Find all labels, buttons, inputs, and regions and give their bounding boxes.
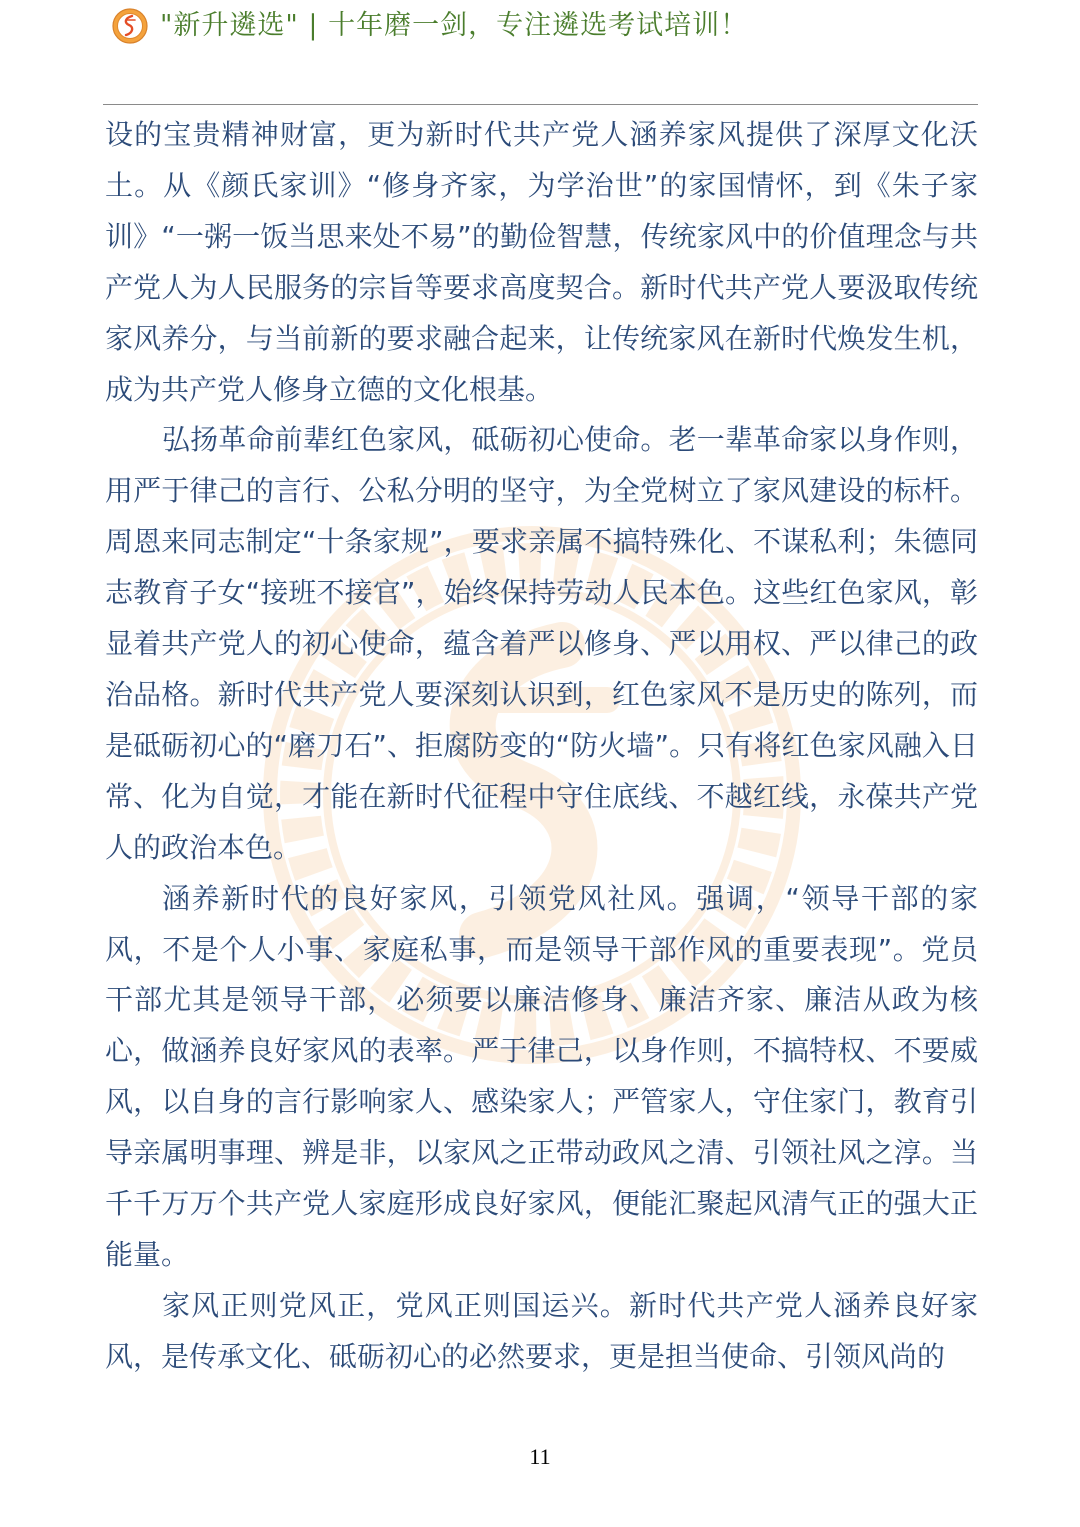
institution-seal-logo-icon — [112, 8, 148, 44]
header-slogan: "新升遴选" | 十年磨一剑，专注遴选考试培训！ — [160, 10, 749, 41]
page-header — [103, 52, 978, 105]
page-number: 11 — [529, 1444, 551, 1469]
paragraph: 设的宝贵精神财富，更为新时代共产党人涵养家风提供了深厚文化沃土。从《颜氏家训》“修身齐家，为学治世”的家国情怀，到《朱子家训》“一粥一饭当思来处不易”的勤俭智慧，传统家风中的价值理念与共产党人为人民服务的宗旨等要求高度契合。新时代共产党人要汲取传统家风养分，与当前新的要求融合起来，让传统家风在新时代焕发生机，成为共产党人修身立德的文化根基。 — [105, 118, 978, 406]
paragraph: 涵养新时代的良好家风，引领党风社风。强调，“领导干部的家风，不是个人小事、家庭私事，而是领导干部作风的重要表现”。党员干部尤其是领导干部，必须要以廉洁修身、廉洁齐家、廉洁从政为核心，做涵养良好家风的表率。严于律己，以身作则，不搞特权、不要威风，以自身的言行影响家人、感染家人；严管家人，守住家门，教育引导亲属明事理、辨是非，以家风之正带动政风之清、引领社风之淳。当千千万万个共产党人家庭形成良好家风，便能汇聚起风清气正的强大正能量。 — [105, 881, 978, 1271]
paragraph: 家风正则党风正，党风正则国运兴。新时代共产党人涵养良好家风，是传承文化、砥砺初心的必然要求，更是担当使命、引领风尚的 — [105, 1288, 978, 1373]
article-body — [105, 110, 978, 1383]
paragraph: 弘扬革命前辈红色家风，砥砺初心使命。老一辈革命家以身作则，用严于律己的言行、公私分明的坚守，为全党树立了家风建设的标杆。周恩来同志制定“十条家规”，要求亲属不搞特殊化、不谋私利；朱德同志教育子女“接班不接官”，始终保持劳动人民本色。这些红色家风，彰显着共产党人的初心使命，蕴含着严以修身、严以用权、严以律己的政治品格。新时代共产党人要深刻认识到，红色家风不是历史的陈列，而是砥砺初心的“磨刀石”、拒腐防变的“防火墙”。只有将红色家风融入日常、化为自觉，才能在新时代征程中守住底线、不越红线，永葆共产党人的政治本色。 — [105, 423, 978, 864]
